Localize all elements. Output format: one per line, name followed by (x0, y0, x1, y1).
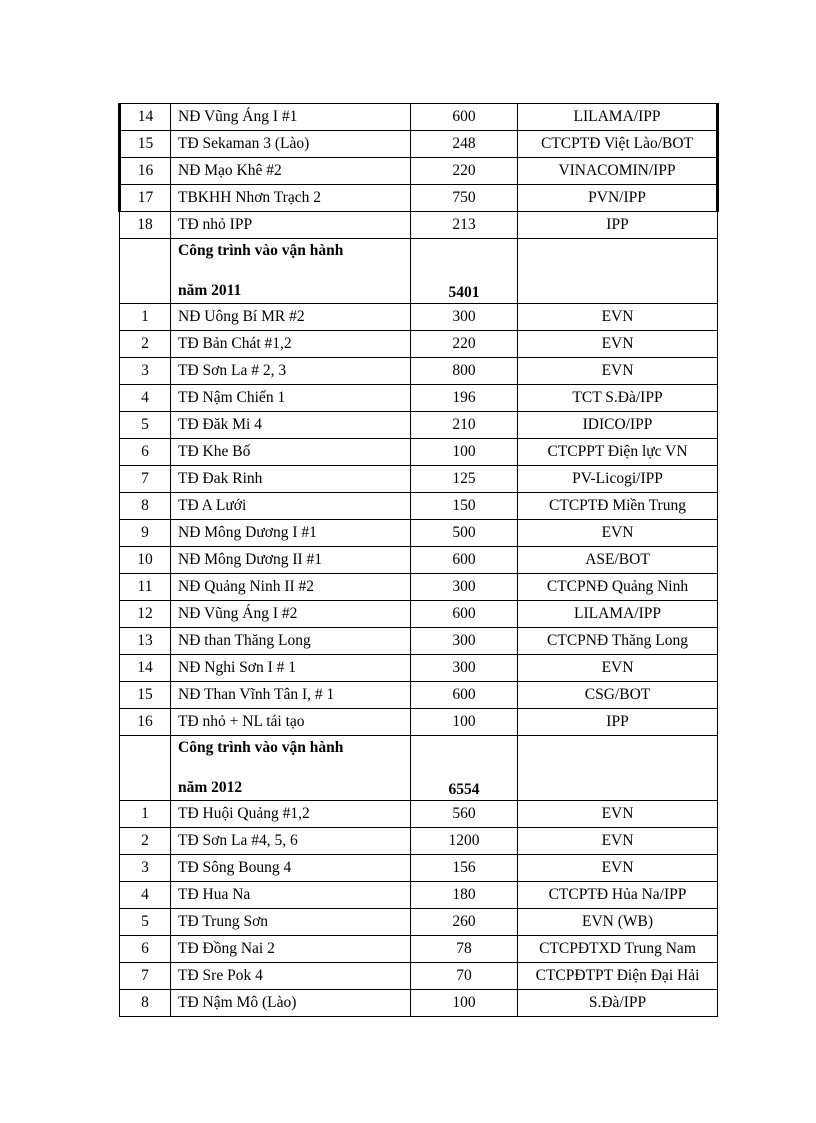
table-row (120, 963, 718, 990)
table-row (120, 212, 718, 239)
row-number: 11 (120, 574, 171, 601)
section-empty-cell (120, 239, 171, 304)
project-name: TĐ Sre Pok 4 (171, 963, 411, 990)
table-row (120, 412, 718, 439)
project-name: TĐ Bản Chát #1,2 (171, 331, 411, 358)
capacity-mw: 100 (411, 709, 518, 736)
table-row (120, 158, 718, 185)
capacity-mw: 800 (411, 358, 518, 385)
capacity-mw: 78 (411, 936, 518, 963)
row-number: 7 (120, 466, 171, 493)
capacity-mw: 600 (411, 682, 518, 709)
table-row (120, 304, 718, 331)
owner-name: PV-Licogi/IPP (518, 466, 718, 493)
owner-name: IPP (518, 212, 718, 239)
project-name: TĐ Huội Quảng #1,2 (171, 801, 411, 828)
project-name: NĐ Mông Dương II #1 (171, 547, 411, 574)
owner-name: CTCPĐTPT Điện Đại Hải (518, 963, 718, 990)
capacity-mw: 248 (411, 131, 518, 158)
row-number: 3 (120, 358, 171, 385)
capacity-mw: 600 (411, 547, 518, 574)
capacity-mw: 600 (411, 104, 518, 131)
project-name: NĐ Than Vĩnh Tân I, # 1 (171, 682, 411, 709)
project-name: NĐ Quảng Ninh II #2 (171, 574, 411, 601)
table-row (120, 828, 718, 855)
owner-name: TCT S.Đà/IPP (518, 385, 718, 412)
table-row (120, 466, 718, 493)
section-capacity-cell (411, 736, 518, 801)
section-empty-cell (518, 736, 718, 801)
row-number: 13 (120, 628, 171, 655)
row-number: 4 (120, 385, 171, 412)
table-row (120, 574, 718, 601)
project-name: NĐ Mông Dương I #1 (171, 520, 411, 547)
project-name: TĐ Hua Na (171, 882, 411, 909)
power-projects-table (118, 103, 719, 1017)
section-year: năm 2012 (178, 779, 243, 796)
section-total-capacity: 6554 (448, 781, 480, 798)
row-number: 5 (120, 909, 171, 936)
owner-name: EVN (518, 304, 718, 331)
capacity-mw: 180 (411, 882, 518, 909)
table-row (120, 801, 718, 828)
owner-name: EVN (518, 828, 718, 855)
owner-name: EVN (518, 331, 718, 358)
row-number: 6 (120, 439, 171, 466)
owner-name: EVN (518, 655, 718, 682)
section-title: Công trình vào vận hành (178, 242, 344, 259)
section-header-row (120, 736, 718, 801)
row-number: 14 (120, 655, 171, 682)
table-row (120, 439, 718, 466)
capacity-mw: 300 (411, 574, 518, 601)
capacity-mw: 210 (411, 412, 518, 439)
owner-name: IPP (518, 709, 718, 736)
owner-name: EVN (518, 358, 718, 385)
capacity-mw: 70 (411, 963, 518, 990)
capacity-mw: 213 (411, 212, 518, 239)
capacity-mw: 300 (411, 655, 518, 682)
capacity-mw: 300 (411, 304, 518, 331)
capacity-mw: 750 (411, 185, 518, 212)
row-number: 15 (120, 682, 171, 709)
project-name: TĐ nhỏ + NL tái tạo (171, 709, 411, 736)
owner-name: CTCPĐTXD Trung Nam (518, 936, 718, 963)
owner-name: EVN (WB) (518, 909, 718, 936)
section-header-row (120, 239, 718, 304)
owner-name: CTCPNĐ Quảng Ninh (518, 574, 718, 601)
capacity-mw: 156 (411, 855, 518, 882)
capacity-mw: 1200 (411, 828, 518, 855)
project-name: TĐ Sekaman 3 (Lào) (171, 131, 411, 158)
capacity-mw: 100 (411, 990, 518, 1017)
project-name: TĐ Nậm Chiến 1 (171, 385, 411, 412)
row-number: 6 (120, 936, 171, 963)
row-number: 16 (120, 709, 171, 736)
project-name: TĐ Nậm Mô (Lào) (171, 990, 411, 1017)
capacity-mw: 260 (411, 909, 518, 936)
section-title-cell (171, 239, 411, 304)
project-name: NĐ Vũng Áng I #1 (171, 104, 411, 131)
table-row (120, 882, 718, 909)
owner-name: CTCPPT Điện lực VN (518, 439, 718, 466)
row-number: 4 (120, 882, 171, 909)
row-number: 14 (120, 104, 171, 131)
section-capacity-cell (411, 239, 518, 304)
capacity-mw: 100 (411, 439, 518, 466)
owner-name: S.Đà/IPP (518, 990, 718, 1017)
owner-name: LILAMA/IPP (518, 104, 718, 131)
project-name: TBKHH Nhơn Trạch 2 (171, 185, 411, 212)
owner-name: EVN (518, 801, 718, 828)
owner-name: CTCPTĐ Việt Lào/BOT (518, 131, 718, 158)
project-name: TĐ Trung Sơn (171, 909, 411, 936)
table-row (120, 520, 718, 547)
project-name: TĐ Đak Rinh (171, 466, 411, 493)
owner-name: IDICO/IPP (518, 412, 718, 439)
row-number: 16 (120, 158, 171, 185)
row-number: 7 (120, 963, 171, 990)
project-name: TĐ A Lưới (171, 493, 411, 520)
table-row (120, 547, 718, 574)
table-row (120, 936, 718, 963)
owner-name: ASE/BOT (518, 547, 718, 574)
capacity-mw: 300 (411, 628, 518, 655)
table-row (120, 909, 718, 936)
owner-name: VINACOMIN/IPP (518, 158, 718, 185)
table-row (120, 104, 718, 131)
table-row (120, 331, 718, 358)
section-empty-cell (120, 736, 171, 801)
owner-name: CTCPNĐ Thăng Long (518, 628, 718, 655)
owner-name: EVN (518, 520, 718, 547)
project-name: TĐ Sơn La #4, 5, 6 (171, 828, 411, 855)
row-number: 5 (120, 412, 171, 439)
row-number: 8 (120, 493, 171, 520)
owner-name: CTCPTĐ Miền Trung (518, 493, 718, 520)
section-total-capacity: 5401 (448, 284, 480, 301)
project-name: NĐ than Thăng Long (171, 628, 411, 655)
row-number: 17 (120, 185, 171, 212)
capacity-mw: 500 (411, 520, 518, 547)
capacity-mw: 600 (411, 601, 518, 628)
table-row (120, 185, 718, 212)
project-name: NĐ Vũng Áng I #2 (171, 601, 411, 628)
table-row (120, 385, 718, 412)
project-name: NĐ Nghi Sơn I # 1 (171, 655, 411, 682)
owner-name: EVN (518, 855, 718, 882)
project-name: NĐ Mạo Khê #2 (171, 158, 411, 185)
row-number: 15 (120, 131, 171, 158)
section-empty-cell (518, 239, 718, 304)
capacity-mw: 560 (411, 801, 518, 828)
row-number: 10 (120, 547, 171, 574)
project-name: TĐ Sông Boung 4 (171, 855, 411, 882)
capacity-mw: 196 (411, 385, 518, 412)
table-row (120, 131, 718, 158)
row-number: 3 (120, 855, 171, 882)
project-name: TĐ Đồng Nai 2 (171, 936, 411, 963)
table-row (120, 601, 718, 628)
table-row (120, 709, 718, 736)
section-year: năm 2011 (178, 282, 242, 299)
project-name: NĐ Uông Bí MR #2 (171, 304, 411, 331)
owner-name: PVN/IPP (518, 185, 718, 212)
row-number: 1 (120, 304, 171, 331)
capacity-mw: 220 (411, 158, 518, 185)
table-row (120, 628, 718, 655)
table-body (120, 104, 718, 1017)
table-row (120, 358, 718, 385)
row-number: 2 (120, 331, 171, 358)
section-title-cell (171, 736, 411, 801)
project-name: TĐ Sơn La # 2, 3 (171, 358, 411, 385)
owner-name: CSG/BOT (518, 682, 718, 709)
row-number: 9 (120, 520, 171, 547)
table-row (120, 990, 718, 1017)
table-row (120, 493, 718, 520)
row-number: 12 (120, 601, 171, 628)
row-number: 1 (120, 801, 171, 828)
table-row (120, 655, 718, 682)
owner-name: LILAMA/IPP (518, 601, 718, 628)
row-number: 8 (120, 990, 171, 1017)
capacity-mw: 220 (411, 331, 518, 358)
row-number: 18 (120, 212, 171, 239)
project-name: TĐ nhỏ IPP (171, 212, 411, 239)
row-number: 2 (120, 828, 171, 855)
project-name: TĐ Đăk Mi 4 (171, 412, 411, 439)
table-row (120, 855, 718, 882)
table-row (120, 682, 718, 709)
capacity-mw: 125 (411, 466, 518, 493)
section-title: Công trình vào vận hành (178, 739, 344, 756)
project-name: TĐ Khe Bố (171, 439, 411, 466)
owner-name: CTCPTĐ Hủa Na/IPP (518, 882, 718, 909)
capacity-mw: 150 (411, 493, 518, 520)
